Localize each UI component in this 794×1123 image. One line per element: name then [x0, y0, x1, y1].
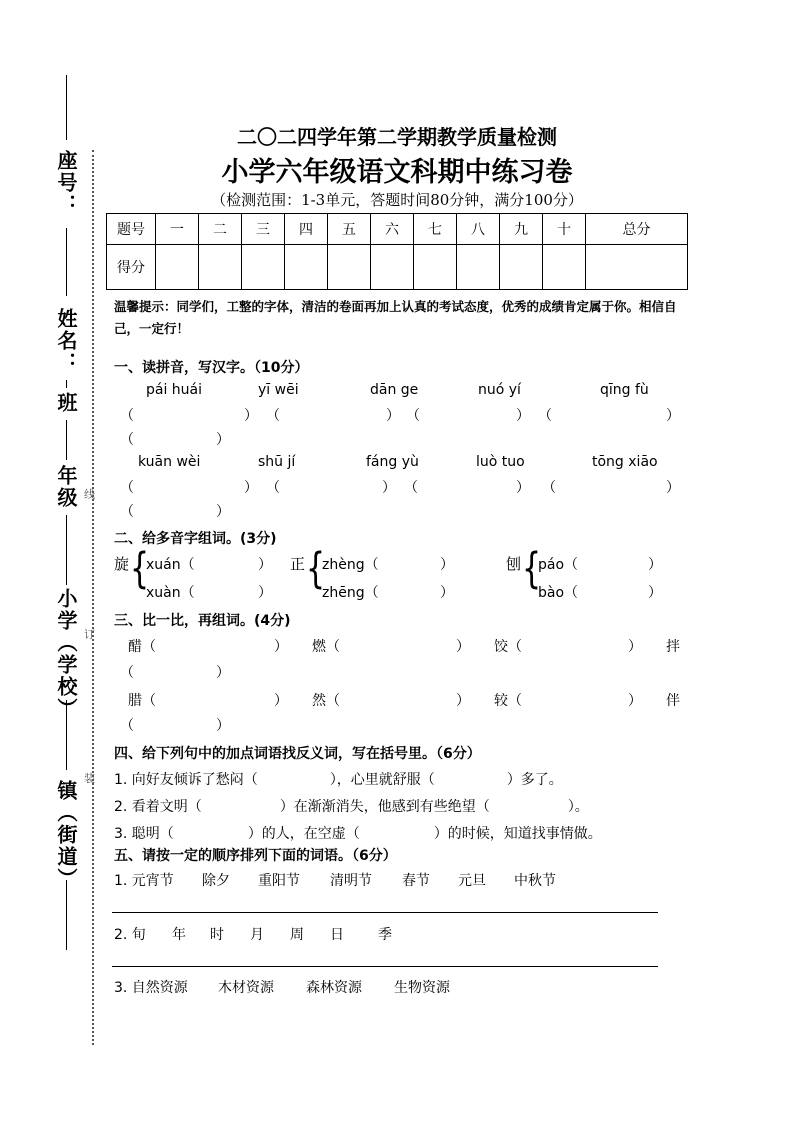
section-5-title: 五、请按一定的顺序排列下面的词语。（6分）	[114, 848, 397, 864]
score-cell[interactable]	[156, 245, 199, 290]
binding-mark-line: 线	[84, 488, 95, 501]
answer-bracket-close[interactable]: ）	[216, 432, 230, 448]
score-cell[interactable]	[199, 245, 242, 290]
table-header-cell: 三	[242, 214, 285, 245]
pinyin: fáng yù	[366, 454, 419, 470]
brace-icon: {	[130, 544, 150, 594]
table-header-cell: 四	[285, 214, 328, 245]
answer-bracket-open[interactable]: （	[120, 504, 134, 520]
answer-bracket-close[interactable]: ）	[516, 480, 530, 496]
answer-bracket-open[interactable]: （	[406, 408, 420, 424]
answer-bracket-close[interactable]: ）	[274, 693, 288, 709]
score-table	[106, 213, 688, 290]
reading: xuán（	[146, 557, 195, 573]
pinyin: kuān wèi	[138, 454, 201, 470]
word-item: 除夕	[202, 873, 230, 889]
answer-bracket-open[interactable]: （	[266, 480, 280, 496]
answer-bracket-close[interactable]: ）	[244, 480, 258, 496]
answer-bracket-close[interactable]: ）	[456, 693, 470, 709]
word-item: 生物资源	[394, 980, 450, 996]
compare-char: 较（	[494, 693, 522, 709]
section-3-title: 三、比一比，再组词。(4分)	[114, 613, 291, 629]
word-item: 3. 自然资源	[114, 980, 188, 996]
compare-char: 饺（	[494, 639, 522, 655]
tip-text: 温馨提示：同学们，工整的字体，清洁的卷面再加上认真的考试态度，优秀的成绩肯定属于你。相信自己，一定行！	[114, 299, 677, 336]
word-item: 日	[330, 927, 344, 943]
section-1-title: 一、读拼音，写汉字。（10分）	[114, 360, 309, 376]
table-header-cell: 二	[199, 214, 242, 245]
table-header-cell: 九	[500, 214, 543, 245]
word-item: 时	[210, 927, 224, 943]
compare-char: 腊（	[128, 693, 156, 709]
answer-bracket-close[interactable]: ）	[386, 408, 400, 424]
table-header-cell: 八	[457, 214, 500, 245]
pinyin: tōng xiāo	[592, 454, 658, 470]
compare-char: 然（	[312, 693, 340, 709]
pinyin: pái huái	[146, 382, 203, 398]
table-header-cell: 一	[156, 214, 199, 245]
answer-bracket-close[interactable]: ）	[258, 585, 272, 601]
sentence-text: ）多了。	[506, 772, 563, 788]
table-header-cell: 总分	[586, 214, 688, 245]
exam-header: 二〇二四学年第二学期教学质量检测	[237, 125, 557, 149]
word-item: 森林资源	[306, 980, 362, 996]
sentence-text: 1. 向好友倾诉了愁闷（	[114, 772, 258, 788]
answer-bracket-open[interactable]: （	[404, 480, 418, 496]
score-cell[interactable]	[242, 245, 285, 290]
answer-line[interactable]	[112, 912, 658, 913]
score-cell[interactable]	[371, 245, 414, 290]
compare-char: 醋（	[128, 639, 156, 655]
compare-char: 燃（	[312, 639, 340, 655]
word-item: 春节	[402, 873, 430, 889]
answer-line[interactable]	[112, 966, 658, 967]
sentence-2	[114, 796, 589, 816]
binding-line	[66, 380, 67, 388]
answer-bracket-close[interactable]: ）	[216, 504, 230, 520]
score-cell[interactable]	[285, 245, 328, 290]
section-4-title: 四、给下列句中的加点词语找反义词，写在括号里。（6分）	[114, 746, 481, 762]
polyphone-char: 旋	[114, 555, 130, 573]
class-label: 班	[54, 392, 78, 414]
sentence-text: 3. 聪明（	[114, 826, 174, 842]
word-item: 木材资源	[218, 980, 274, 996]
answer-bracket-close[interactable]: ）	[666, 480, 680, 496]
score-cell[interactable]	[414, 245, 457, 290]
town-label: 镇（街道）	[54, 780, 78, 890]
answer-bracket-close[interactable]: ）	[516, 408, 530, 424]
answer-bracket-open[interactable]: （	[120, 408, 134, 424]
reading: bào（	[538, 585, 579, 601]
polyphone-char: 正	[290, 555, 306, 573]
binding-line	[66, 420, 67, 460]
table-row-label: 得分	[107, 245, 156, 290]
pinyin: nuó yí	[478, 382, 521, 398]
score-cell[interactable]	[328, 245, 371, 290]
reading: zhèng（	[322, 557, 379, 573]
table-header-cell: 七	[414, 214, 457, 245]
binding-line	[66, 700, 67, 770]
table-header-cell: 五	[328, 214, 371, 245]
compare-char: 拌	[666, 639, 680, 655]
sentence-text: ）的时候，知道找事情做。	[433, 826, 602, 842]
binding-line	[66, 880, 67, 950]
answer-bracket-close[interactable]: ）	[216, 718, 230, 734]
pinyin: yī wēi	[258, 382, 299, 398]
table-header-cell: 题号	[107, 214, 156, 245]
binding-dotted-line	[92, 150, 94, 1045]
reading: xuàn（	[146, 585, 195, 601]
polyphone-char: 刨	[506, 555, 522, 573]
word-item: 周	[290, 927, 304, 943]
answer-bracket-close[interactable]: ）	[244, 408, 258, 424]
answer-bracket-open[interactable]: （	[538, 408, 552, 424]
pinyin: qīng fù	[600, 382, 649, 398]
word-item: 月	[250, 927, 264, 943]
sentence-1	[114, 769, 563, 789]
sentence-text: ）在渐渐消失，他感到有些绝望（	[279, 799, 490, 815]
binding-mark-zhuang: 装	[84, 772, 95, 785]
answer-bracket-close[interactable]: ）	[216, 665, 230, 681]
reading: zhēng（	[322, 585, 379, 601]
binding-mark-ding: 订	[84, 628, 95, 641]
score-cell[interactable]	[457, 245, 500, 290]
answer-bracket-close[interactable]: ）	[440, 557, 454, 573]
table-header-cell: 十	[543, 214, 586, 245]
answer-bracket-open[interactable]: （	[120, 718, 134, 734]
answer-bracket-open[interactable]: （	[266, 408, 280, 424]
answer-bracket-close[interactable]: ）	[628, 639, 642, 655]
word-item: 年	[172, 927, 186, 943]
total-score-cell[interactable]	[586, 245, 688, 290]
answer-bracket-close[interactable]: ）	[440, 585, 454, 601]
school-label: 小学（学校）	[54, 588, 78, 720]
answer-bracket-close[interactable]: ）	[628, 693, 642, 709]
word-item: 季	[378, 927, 392, 943]
sentence-text: ），心里就舒服（	[329, 772, 435, 788]
table-header-cell: 六	[371, 214, 414, 245]
sentence-3	[114, 823, 602, 843]
score-cell[interactable]	[500, 245, 543, 290]
answer-bracket-close[interactable]: ）	[456, 639, 470, 655]
binding-line	[66, 515, 67, 585]
pinyin: dān ge	[370, 382, 419, 398]
answer-bracket-close[interactable]: ）	[258, 557, 272, 573]
brace-icon: {	[306, 544, 326, 594]
word-item: 1. 元宵节	[114, 873, 174, 889]
answer-bracket-open[interactable]: （	[120, 432, 134, 448]
answer-bracket-open[interactable]: （	[120, 665, 134, 681]
section-2-title: 二、给多音字组词。(3分)	[114, 531, 277, 547]
exam-scope: （检测范围：1-3单元，答题时间80分钟，满分100分）	[211, 191, 583, 209]
word-item: 清明节	[330, 873, 372, 889]
answer-bracket-close[interactable]: ）	[648, 585, 662, 601]
answer-bracket-open[interactable]: （	[542, 480, 556, 496]
sentence-text: 2. 看着文明（	[114, 799, 202, 815]
sentence-text: ）的人，在空虚（	[247, 826, 360, 842]
pinyin: shū jí	[258, 454, 296, 470]
word-item: 重阳节	[258, 873, 300, 889]
score-cell[interactable]	[543, 245, 586, 290]
reading: páo（	[538, 557, 579, 573]
brace-icon: {	[522, 544, 542, 594]
answer-bracket-close[interactable]: ）	[666, 408, 680, 424]
word-item: 2. 旬	[114, 927, 146, 943]
grade-label: 年级	[54, 465, 78, 509]
word-item: 中秋节	[514, 873, 556, 889]
page-title: 小学六年级语文科期中练习卷	[221, 157, 573, 188]
name-label: 姓名：	[54, 308, 78, 374]
answer-bracket-close[interactable]: ）	[274, 639, 288, 655]
word-item: 元旦	[458, 873, 486, 889]
answer-bracket-close[interactable]: ）	[648, 557, 662, 573]
answer-bracket-close[interactable]: ）	[382, 480, 396, 496]
seat-number-label: 座号：	[54, 150, 78, 216]
sentence-text: ）。	[567, 799, 589, 815]
pinyin: luò tuo	[476, 454, 525, 470]
binding-line	[66, 228, 67, 296]
compare-char: 伴	[666, 693, 680, 709]
answer-bracket-open[interactable]: （	[120, 480, 134, 496]
